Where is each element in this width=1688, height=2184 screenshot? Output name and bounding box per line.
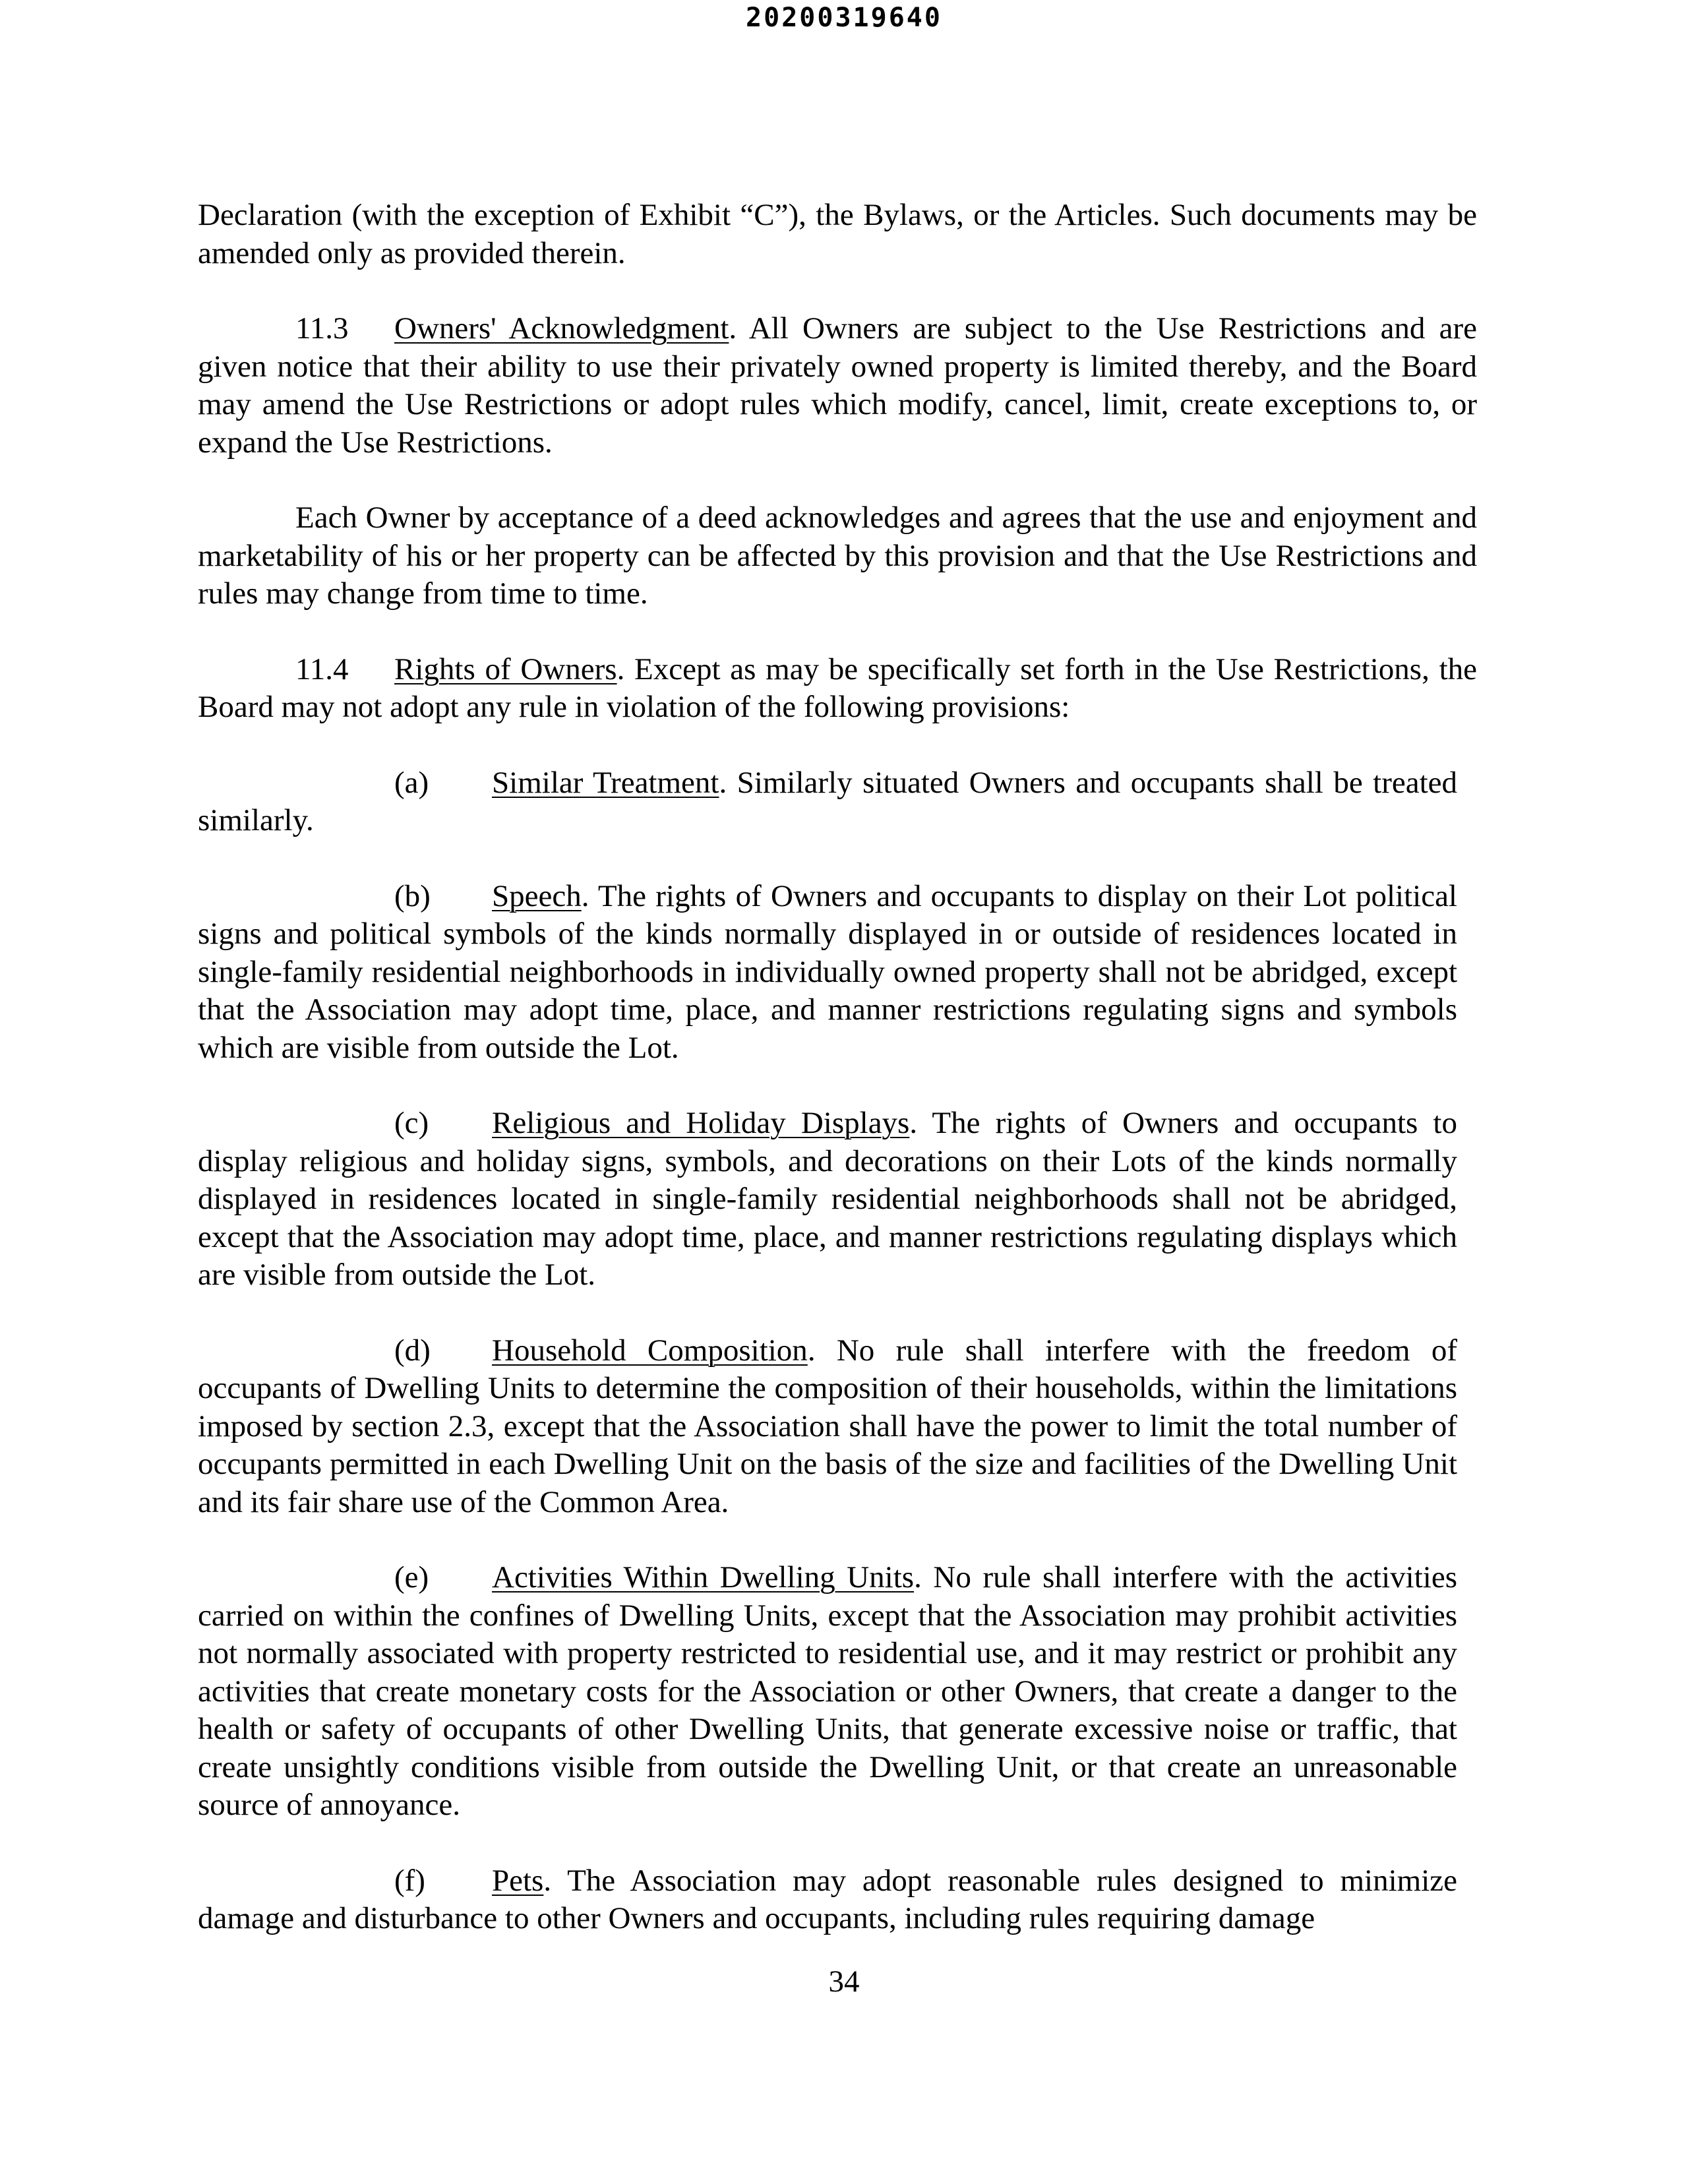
subsection-body: . The Association may adopt reasonable rules designed to minimize damage and disturbance to other Owners and occupants, including rules requiring damage bbox=[198, 1863, 1457, 1935]
section-heading: Owners' Acknowledgment bbox=[394, 311, 729, 346]
subsection-body: . Similarly situated Owners and occupants shall be treated similarly. bbox=[198, 765, 1457, 837]
subsection-heading: Pets bbox=[492, 1863, 544, 1898]
subsection-d bbox=[198, 1332, 1457, 1522]
subsection-body: . No rule shall interfere with the freedom of occupants of Dwelling Units to determine the composition of their households, within the limitations imposed by section 2.3, except that the Association shall have the power to limit the total number of occupants permitted in each Dwelling Unit on the basis of the size and facilities of the Dwelling Unit and its fair share use of the Common Area. bbox=[198, 1333, 1457, 1519]
paragraph-each-owner: Each Owner by acceptance of a deed acknowledges and agrees that the use and enjoyment and marketability of his or her property can be affected by this provision and that the Use Restrictions and rules may change from time to time. bbox=[198, 501, 1477, 611]
subsection-heading: Religious and Holiday Displays bbox=[492, 1106, 910, 1140]
section-number: 11.4 bbox=[295, 652, 349, 686]
section-number: 11.3 bbox=[295, 311, 349, 346]
subsection-label: (d) bbox=[394, 1333, 431, 1368]
page-number: 34 bbox=[828, 1964, 860, 1999]
subsection-heading: Activities Within Dwelling Units bbox=[492, 1560, 915, 1594]
document-body bbox=[198, 197, 1477, 1976]
subsection-c bbox=[198, 1105, 1457, 1294]
subsection-b bbox=[198, 878, 1457, 1068]
subsection-label: (f) bbox=[394, 1863, 425, 1898]
subsection-label: (a) bbox=[394, 765, 429, 800]
subsection-heading: Similar Treatment bbox=[492, 765, 719, 800]
document-id-header: 20200319640 bbox=[746, 3, 942, 33]
subsection-heading: Household Composition bbox=[492, 1333, 808, 1368]
subsection-f bbox=[198, 1862, 1457, 1938]
section-11-3 bbox=[198, 310, 1477, 462]
subsection-body: . The rights of Owners and occupants to display on their Lot political signs and political symbols of the kinds normally displayed in or outside of residences located in single-family residential neighborhoods in individually owned property shall not be abridged, except that the Association may adopt time, place, and manner restrictions regulating signs and symbols which are visible from outside the Lot. bbox=[198, 878, 1457, 1065]
subsection-heading: Speech bbox=[492, 878, 582, 913]
subsection-label: (e) bbox=[394, 1560, 429, 1594]
section-heading: Rights of Owners bbox=[394, 652, 617, 686]
section-body: . All Owners are subject to the Use Restrictions and are given notice that their ability to use their privately owned property is limited thereby, and the Board may amend the Use Restrictions or adopt rules which modify, cancel, limit, create exceptions to, or expand the Use Restrictions. bbox=[198, 311, 1477, 460]
section-body: . Except as may be specifically set forth in the Use Restrictions, the Board may not adopt any rule in violation of the following provisions: bbox=[198, 652, 1477, 724]
paragraph-intro: Declaration (with the exception of Exhibit “C”), the Bylaws, or the Articles. Such documents may be amended only as provided therein. bbox=[198, 198, 1477, 270]
subsection-body: . No rule shall interfere with the activities carried on within the confines of Dwelling Units, except that the Association may prohibit activities not normally associated with property restricted to residential use, and it may restrict or prohibit any activities that create monetary costs for the Association or other Owners, that create a danger to the health or safety of occupants of other Dwelling Units, that generate excessive noise or traffic, that create unsightly conditions visible from outside the Dwelling Unit, or that create an unreasonable source of annoyance. bbox=[198, 1560, 1457, 1822]
subsection-a bbox=[198, 764, 1457, 840]
section-11-4 bbox=[198, 651, 1477, 727]
subsection-label: (c) bbox=[394, 1106, 429, 1140]
subsection-e bbox=[198, 1559, 1457, 1825]
subsection-label: (b) bbox=[394, 878, 431, 913]
subsection-body: . The rights of Owners and occupants to display religious and holiday signs, symbols, and decorations on their Lots of the kinds normally displayed in residences located in single-family residential neighborhoods shall not be abridged, except that the Association may adopt time, place, and manner restrictions regulating displays which are visible from outside the Lot. bbox=[198, 1106, 1457, 1292]
